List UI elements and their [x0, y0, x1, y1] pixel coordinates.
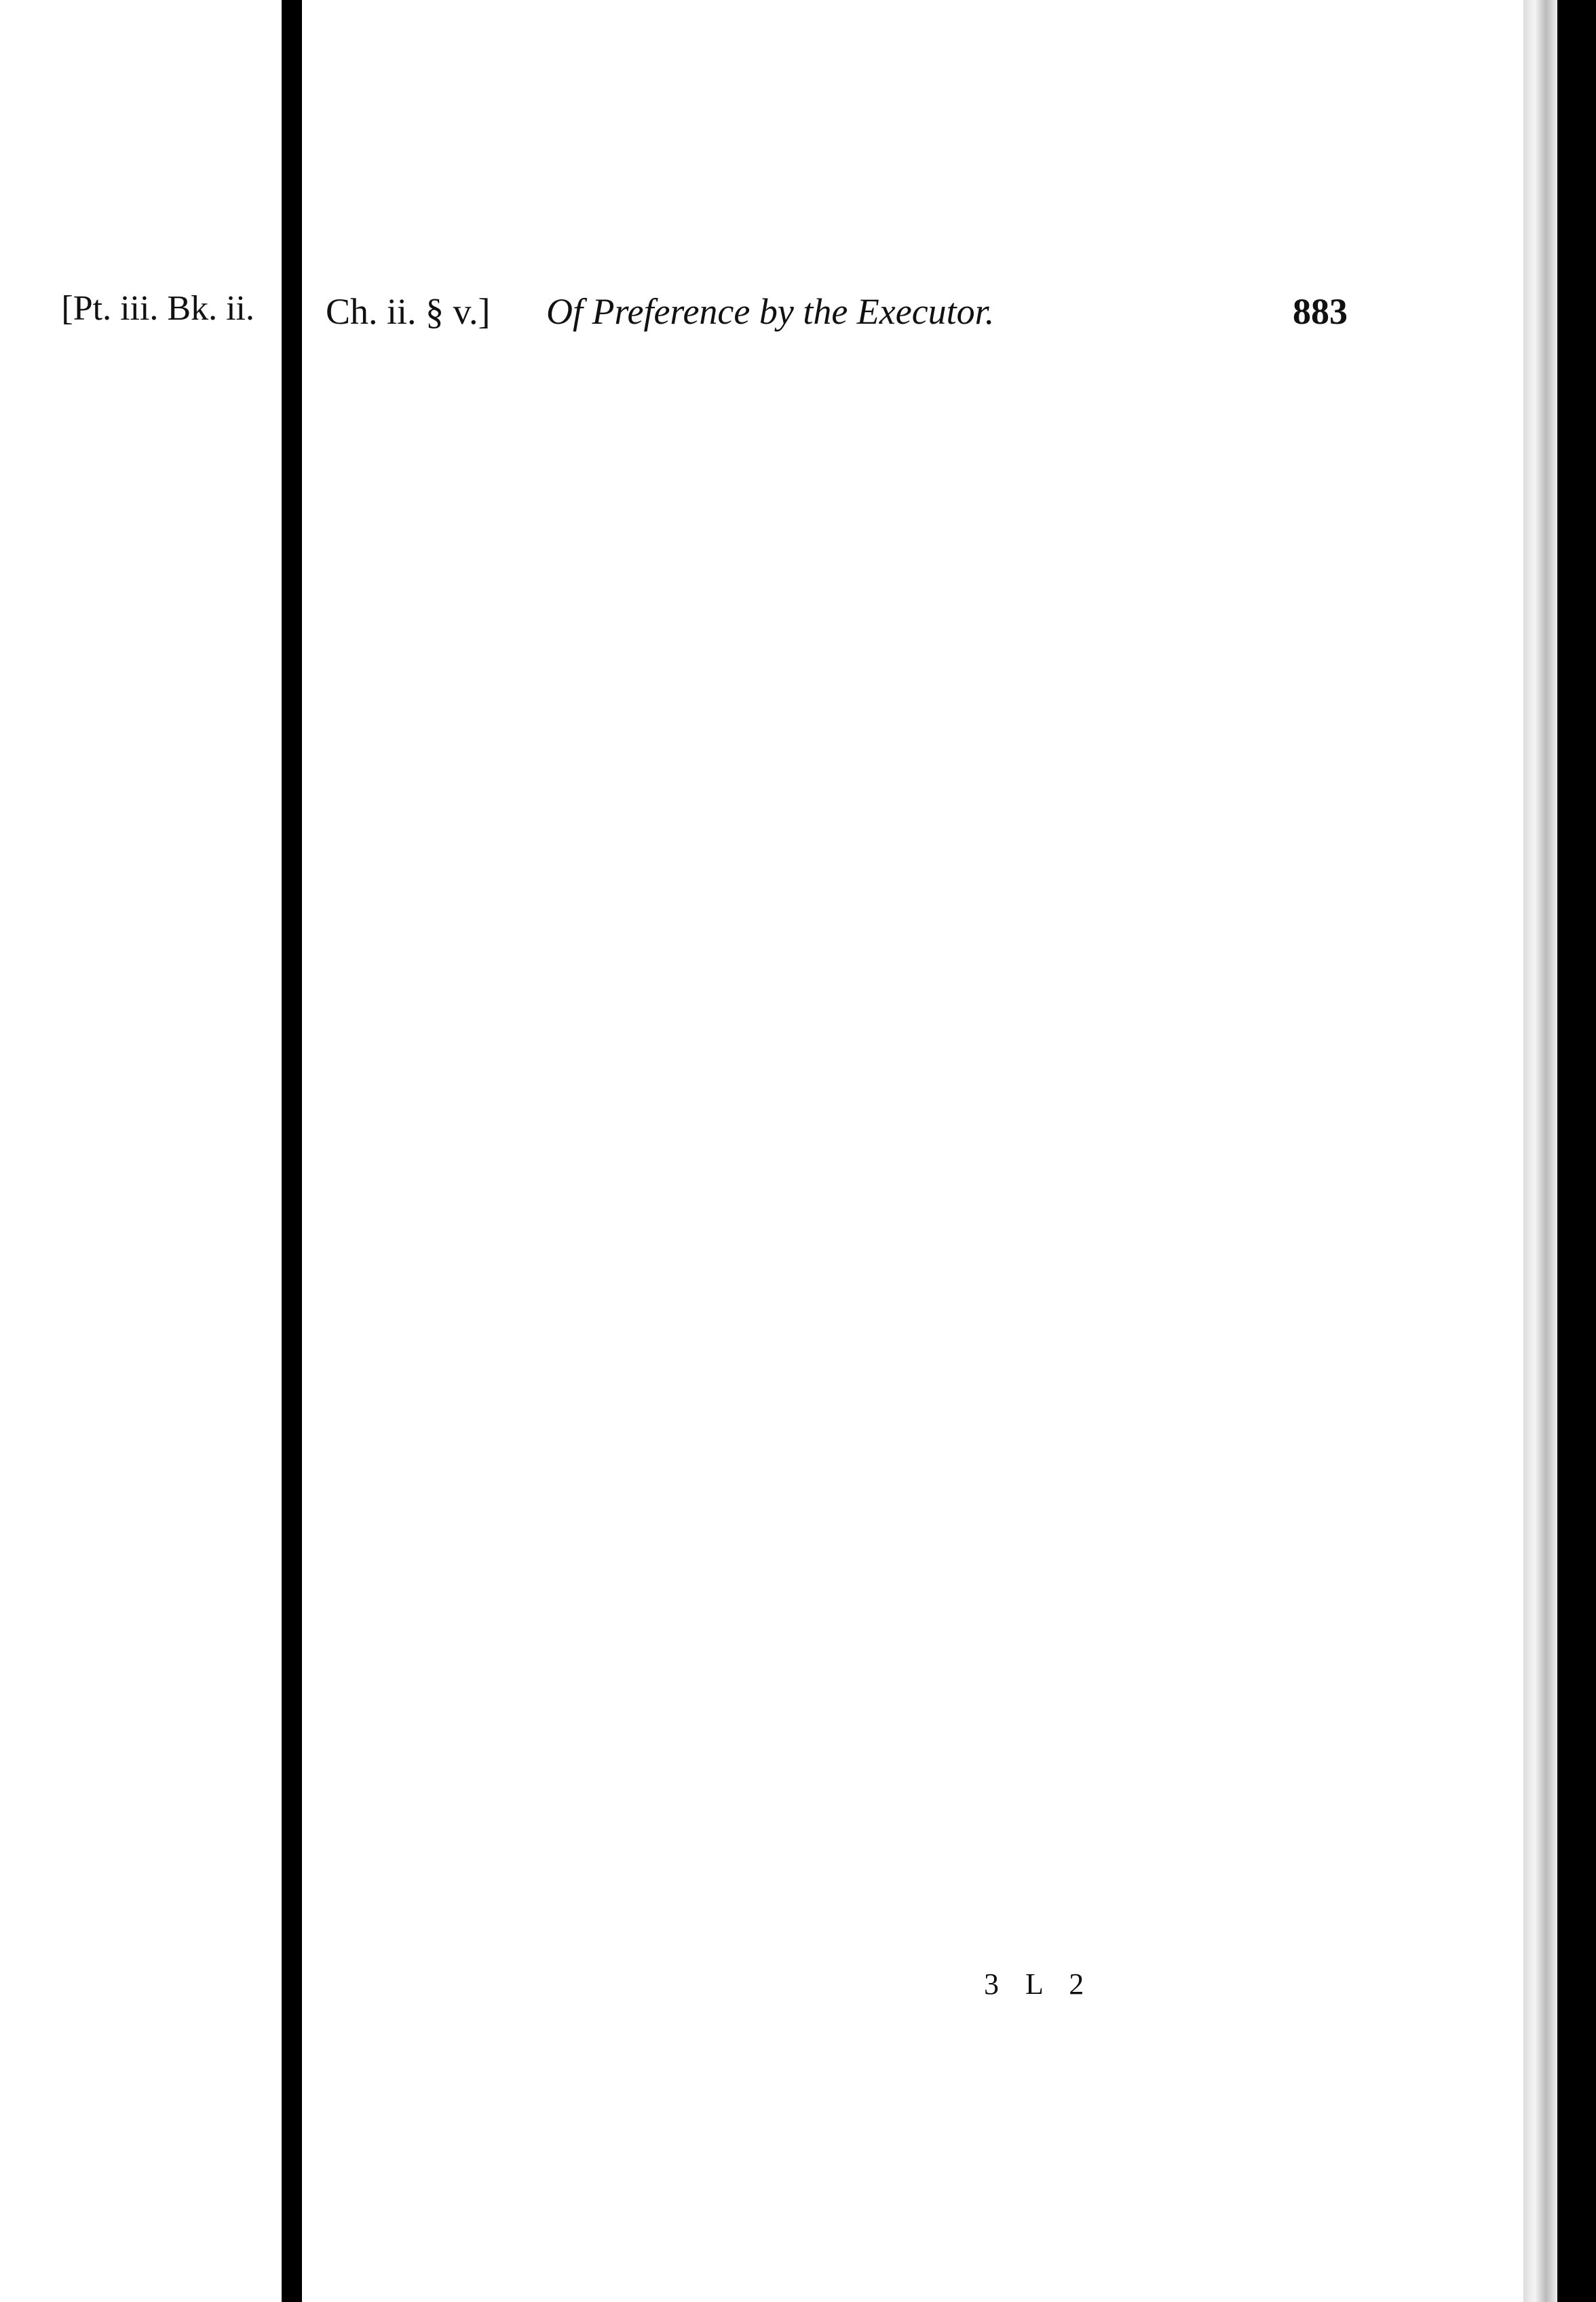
right-page	[302, 0, 1523, 2302]
page-edge	[1523, 0, 1557, 2302]
running-head-title: Of Preference by the Executor.	[546, 291, 995, 332]
running-head-chapter: Ch. ii. § v.]	[326, 291, 491, 332]
signature-mark: 3 L 2	[984, 1967, 1094, 2001]
page-number: 883	[1293, 291, 1348, 332]
left-page-header: [Pt. iii. Bk. ii.	[61, 289, 254, 328]
left-page	[0, 0, 282, 2302]
